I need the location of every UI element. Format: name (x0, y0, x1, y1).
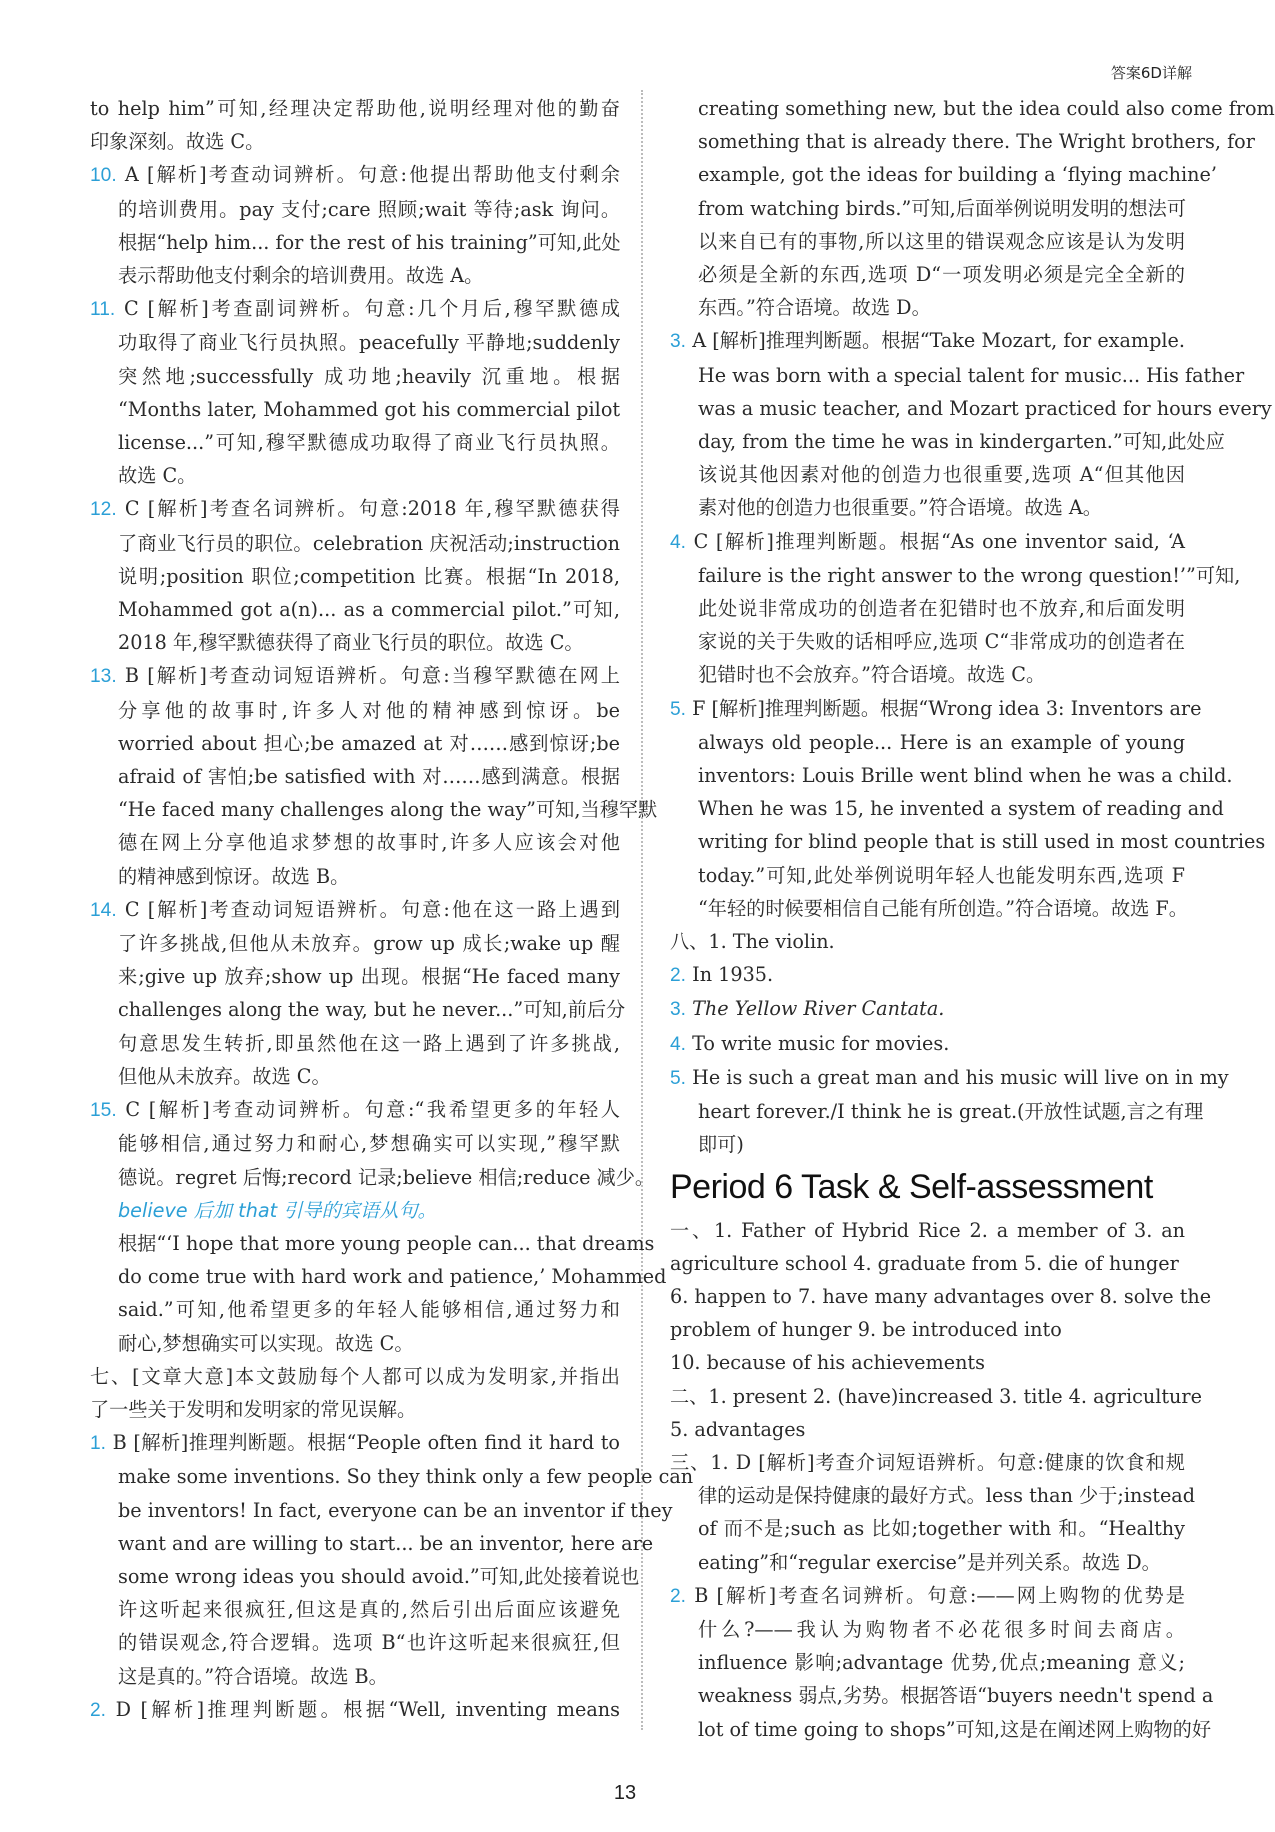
line-text: 了许多挑战,但他从未放弃。grow up 成长;wake up 醒 (118, 932, 620, 956)
line-text: example, got the ideas for building a ‘flying machine’ (698, 163, 1217, 187)
line-text: B [解析]推理判断题。根据“People often find it hard to (112, 1431, 620, 1455)
text-line (670, 1061, 1229, 1095)
text-line (670, 1713, 1212, 1746)
text-line (90, 727, 620, 760)
line-text: 一、1. Father of Hybrid Rice 2. a member of 3. an (670, 1218, 1185, 1242)
line-text: 了商业飞行员的职位。celebration 庆祝活动;instruction (118, 531, 620, 555)
line-text: lot of time going to shops”可知,这是在阐述网上购物的好 (698, 1717, 1212, 1741)
text-line (90, 259, 620, 292)
text-line (90, 1027, 620, 1060)
item-number: 2. (90, 1699, 107, 1721)
line-text: He was born with a special talent for music... His father (698, 363, 1245, 387)
text-line (90, 1527, 654, 1560)
line-text: 功取得了商业飞行员执照。peacefully 平静地;suddenly (118, 331, 620, 355)
item-number: 5. (670, 698, 687, 720)
text-line (670, 1613, 1185, 1646)
text-line (670, 1280, 1212, 1313)
text-line (670, 192, 1185, 225)
line-text: 5. advantages (670, 1417, 806, 1441)
text-line (670, 1313, 1185, 1346)
line-text: B [解析]考查动词短语辨析。句意:当穆罕默德在网上 (124, 664, 620, 688)
text-line (670, 525, 1185, 559)
text-line (90, 694, 620, 727)
text-line (90, 1327, 620, 1360)
text-line (670, 291, 1185, 324)
item-number: 3. (670, 999, 687, 1021)
page-number: 13 (613, 1782, 637, 1804)
line-text: 素对他的创造力也很重要。”符合语境。故选 A。 (698, 496, 1102, 520)
line-text: D [解析]推理判断题。根据“Well, inventing means (115, 1697, 620, 1721)
text-line (90, 826, 620, 859)
text-line (670, 1214, 1185, 1247)
line-text: 表示帮助他支付剩余的培训费用。故选 A。 (118, 264, 484, 288)
item-number: 5. (670, 1067, 687, 1089)
line-text: 能够相信,通过努力和耐心,梦想确实可以实现,”穆罕默 (118, 1132, 620, 1156)
text-line (670, 625, 1185, 658)
text-line (90, 1460, 694, 1493)
line-text: said.”可知,他希望更多的年轻人能够相信,通过努力和 (118, 1298, 620, 1322)
item-number: 14. (90, 899, 117, 921)
left-column (90, 92, 694, 1727)
line-text: believe 后加 that 引导的宾语从句。 (118, 1198, 437, 1222)
text-line (90, 927, 620, 960)
line-text: 律的运动是保持健康的最好方式。less than 少于;instead (698, 1484, 1196, 1508)
line-text: inventors: Louis Brille went blind when he was a child. (698, 764, 1233, 788)
text-line (90, 560, 620, 593)
line-text: agriculture school 4. graduate from 5. die of hunger (670, 1251, 1179, 1275)
text-line (90, 893, 620, 927)
line-text: 必须是全新的东西,选项 D“一项发明必须是完全全新的 (698, 263, 1185, 287)
line-text: 二、1. present 2. (have)increased 3. title 4. agriculture (670, 1384, 1202, 1408)
text-line (670, 1679, 1214, 1712)
line-text: 许这听起来很疯狂,但这是真的,然后引出后面应该避免 (118, 1598, 620, 1622)
text-line (670, 425, 1225, 458)
text-line (670, 392, 1272, 425)
item-number: 1. (90, 1433, 107, 1455)
text-line (670, 125, 1255, 158)
line-text: 说明;position 职位;competition 比赛。根据“In 2018, (118, 564, 620, 588)
line-text: 以来自已有的事物,所以这里的错误观念应该是认为发明 (698, 229, 1185, 253)
text-line (90, 1560, 640, 1593)
line-text: 的错误观念,符合逻辑。选项 B“也许这听起来很疯狂,但 (118, 1631, 620, 1655)
text-line (670, 859, 1185, 892)
text-line (670, 992, 1185, 1026)
item-number: 13. (90, 666, 117, 688)
text-line (670, 1479, 1196, 1512)
text-line (90, 1593, 620, 1626)
text-line (90, 659, 620, 693)
item-number: 10. (90, 165, 117, 187)
text-line (90, 1127, 620, 1160)
text-line (90, 92, 620, 125)
text-line (90, 760, 620, 793)
text-line (90, 626, 620, 659)
line-text: 这是真的。”符合语境。故选 B。 (118, 1664, 388, 1688)
line-text: heart forever./I think he is great.(开放性试题,言之有理 (698, 1100, 1204, 1124)
period-title: Period 6 Task & Self-assessment (670, 1167, 1153, 1206)
line-text: A [解析]推理判断题。根据“Take Mozart, for example. (692, 329, 1186, 353)
line-text: 印象深刻。故选 C。 (90, 130, 265, 154)
line-text: “He faced many challenges along the way”可知,当穆罕默 (118, 798, 658, 822)
line-text: 10. because of his achievements (670, 1351, 985, 1375)
line-text: 6. happen to 7. have many advantages over 8. solve the (670, 1284, 1212, 1308)
line-text: Mohammed got a(n)... as a commercial pilot.”可知, (118, 598, 620, 622)
line-text: want and are willing to start... be an inventor, here are (118, 1531, 654, 1555)
text-line (670, 1027, 1185, 1061)
line-text: 七、[文章大意]本文鼓励每个人都可以成为发明家,并指出 (90, 1364, 620, 1388)
line-text: was a music teacher, and Mozart practiced for hours every (698, 396, 1272, 420)
text-line (670, 1247, 1185, 1280)
line-text: 八、1. The violin. (670, 930, 835, 954)
line-text: 的培训费用。pay 支付;care 照顾;wait 等待;ask 询问。 (118, 197, 620, 221)
line-text: challenges along the way, but he never...”可知,前后分 (118, 998, 626, 1022)
text-line (670, 491, 1185, 524)
text-line (90, 1660, 620, 1693)
line-text: 故选 C。 (118, 464, 197, 488)
item-number: 2. (670, 1585, 687, 1607)
item-number: 11. (90, 299, 116, 321)
text-line (90, 492, 620, 526)
text-line (90, 326, 620, 359)
line-text: 2018 年,穆罕默德获得了商业飞行员的职位。故选 C。 (118, 631, 584, 655)
text-line (670, 759, 1233, 792)
text-line (670, 324, 1185, 358)
line-text: weakness 弱点,劣势。根据答语“buyers needn't spend a (698, 1684, 1214, 1708)
text-line (670, 1413, 1185, 1446)
line-text: 什么?——我认为购物者不必花很多时间去商店。 (698, 1617, 1185, 1641)
text-line (670, 692, 1202, 726)
line-text: problem of hunger 9. be introduced into (670, 1318, 1062, 1342)
text-line (90, 1360, 620, 1393)
text-line (90, 793, 658, 826)
text-line (90, 125, 620, 158)
text-line (670, 892, 1188, 925)
line-text: influence 影响;advantage 优势,优点;meaning 意义; (698, 1651, 1185, 1675)
text-line (90, 1194, 620, 1227)
line-text: 东西。”符合语境。故选 D。 (698, 296, 931, 320)
line-text: 三、1. D [解析]考查介词短语辨析。句意:健康的饮食和规 (670, 1450, 1185, 1474)
text-line (90, 158, 620, 192)
text-line (670, 1546, 1185, 1579)
text-line (670, 1128, 1185, 1161)
item-number: 12. (90, 499, 117, 521)
text-line (670, 792, 1224, 825)
item-number: 4. (670, 531, 687, 553)
item-number: 2. (670, 965, 687, 987)
line-text: worried about 担心;be amazed at 对……感到惊讶;be (118, 731, 620, 755)
item-number: 3. (670, 331, 687, 353)
line-text: 即可) (698, 1133, 744, 1157)
text-line (90, 1060, 620, 1093)
text-line (670, 1646, 1185, 1679)
line-text: In 1935. (692, 963, 774, 987)
text-line (670, 592, 1185, 625)
text-line (670, 658, 1185, 691)
text-line (90, 292, 620, 326)
line-text: always old people... Here is an example of young (698, 730, 1185, 754)
line-text: from watching birds.”可知,后面举例说明发明的想法可 (698, 196, 1187, 220)
line-text: afraid of 害怕;be satisfied with 对……感到满意。根据 (118, 765, 620, 789)
text-line (670, 1446, 1185, 1479)
text-line (90, 1693, 620, 1727)
text-line (90, 393, 620, 426)
line-text: C [解析]考查动词短语辨析。句意:他在这一路上遇到 (124, 897, 620, 921)
text-line (670, 92, 1275, 125)
text-line (670, 559, 1241, 592)
line-text: some wrong ideas you should avoid.”可知,此处接着说也 (118, 1564, 640, 1588)
line-text: 家说的关于失败的话相呼应,选项 C“非常成功的创造者在 (698, 630, 1185, 654)
text-line (90, 1260, 667, 1293)
item-number: 15. (90, 1100, 117, 1122)
text-line (670, 458, 1185, 491)
line-text: 犯错时也不会放弃。”符合语境。故选 C。 (698, 663, 1046, 687)
line-text: 德在网上分享他追求梦想的故事时,许多人应该会对他 (118, 831, 620, 855)
line-text: C [解析]考查名词辨析。句意:2018 年,穆罕默德获得 (124, 497, 620, 521)
line-text: 但他从未放弃。故选 C。 (118, 1064, 331, 1088)
line-text: 德说。regret 后悔;record 记录;believe 相信;reduce 减少。 (118, 1165, 655, 1189)
line-text: 的精神感到惊讶。故选 B。 (118, 864, 350, 888)
text-line (90, 426, 620, 459)
text-line (90, 1393, 620, 1426)
text-line (670, 1346, 1185, 1379)
text-line (90, 226, 620, 259)
line-text: A [解析]考查动词辨析。句意:他提出帮助他支付剩余 (124, 163, 620, 187)
line-text: “年轻的时候要相信自己能有所创造。”符合语境。故选 F。 (698, 896, 1188, 920)
line-text: 耐心,梦想确实可以实现。故选 C。 (118, 1331, 414, 1355)
line-text: of 而不是;such as 比如;together with 和。“Healthy (698, 1517, 1185, 1541)
text-line (670, 258, 1185, 291)
item-number: 4. (670, 1033, 687, 1055)
text-line (670, 1095, 1204, 1128)
text-line (670, 1579, 1185, 1613)
line-text: “Months later, Mohammed got his commercial pilot (118, 397, 621, 421)
line-text: 该说其他因素对他的创造力也很重要,选项 A“但其他因 (698, 463, 1185, 487)
text-line (670, 726, 1185, 759)
text-line (670, 1380, 1202, 1413)
text-line (90, 1093, 620, 1127)
text-line (670, 1512, 1185, 1545)
line-text: C [解析]推理判断题。根据“As one inventor said, ‘A (693, 529, 1185, 553)
line-text: C [解析]考查动词辨析。句意:“我希望更多的年轻人 (125, 1098, 620, 1122)
line-text: do come true with hard work and patience,’ Mohammed (118, 1265, 667, 1289)
line-text: C [解析]考查副词辨析。句意:几个月后,穆罕默德成 (124, 297, 620, 321)
line-text: today.”可知,此处举例说明年轻人也能发明东西,选项 F (698, 863, 1185, 887)
text-line (670, 925, 1185, 958)
text-line (90, 960, 620, 993)
line-text: to help him”可知,经理决定帮助他,说明经理对他的勤奋 (90, 97, 620, 120)
line-text: 根据“‘I hope that more young people can... that dreams (118, 1231, 655, 1255)
text-line (90, 527, 620, 560)
line-text: license...”可知,穆罕默德成功取得了商业飞行员执照。 (118, 431, 620, 455)
text-line (670, 825, 1266, 858)
text-line (90, 193, 620, 226)
line-text: be inventors! In fact, everyone can be an inventor if they (118, 1498, 673, 1522)
line-text: 了一些关于发明和发明家的常见误解。 (90, 1397, 417, 1421)
text-line (90, 459, 620, 492)
text-line (90, 1161, 655, 1194)
line-text: 来;give up 放弃;show up 出现。根据“He faced many (118, 965, 620, 989)
line-text: B [解析]考查名词辨析。句意:——网上购物的优势是 (694, 1583, 1185, 1607)
text-line (90, 993, 626, 1026)
text-line (670, 158, 1217, 191)
line-text: To write music for movies. (692, 1031, 950, 1055)
line-text: When he was 15, he invented a system of reading and (698, 797, 1224, 821)
text-line (90, 593, 620, 626)
line-text: creating something new, but the idea could also come from (698, 97, 1275, 120)
line-text: 句意思发生转折,即虽然他在这一路上遇到了许多挑战, (118, 1031, 620, 1055)
line-text: writing for blind people that is still used in most countries (698, 830, 1266, 854)
text-line (90, 1626, 620, 1659)
line-text: day, from the time he was in kindergarten.”可知,此处应 (698, 430, 1225, 454)
text-line (90, 1426, 620, 1460)
line-text: He is such a great man and his music will live on in my (692, 1065, 1229, 1089)
line-text: 分享他的故事时,许多人对他的精神感到惊讶。be (118, 698, 620, 722)
text-line (90, 1293, 620, 1326)
line-text: F [解析]推理判断题。根据“Wrong idea 3: Inventors are (692, 696, 1202, 720)
page-header: 答案6D详解 (1110, 64, 1192, 82)
text-line (670, 958, 1185, 992)
text-line (90, 860, 620, 893)
line-text: 根据“help him... for the rest of his training”可知,此处 (118, 230, 621, 254)
text-line (90, 1227, 655, 1260)
right-column (670, 92, 1275, 1746)
line-text: eating”和“regular exercise”是并列关系。故选 D。 (698, 1550, 1161, 1574)
line-text: something that is already there. The Wright brothers, for (698, 130, 1255, 154)
text-line (670, 359, 1245, 392)
text-line (90, 1494, 673, 1527)
line-text: failure is the right answer to the wrong question!’”可知, (698, 563, 1241, 587)
line-text: 此处说非常成功的创造者在犯错时也不放弃,和后面发明 (698, 597, 1185, 621)
line-text: 突然地;successfully 成功地;heavily 沉重地。根据 (118, 364, 620, 388)
line-text: make some inventions. So they think only a few people can (118, 1465, 694, 1489)
text-line (90, 360, 620, 393)
line-text: The Yellow River Cantata. (692, 997, 945, 1021)
text-line (670, 225, 1185, 258)
